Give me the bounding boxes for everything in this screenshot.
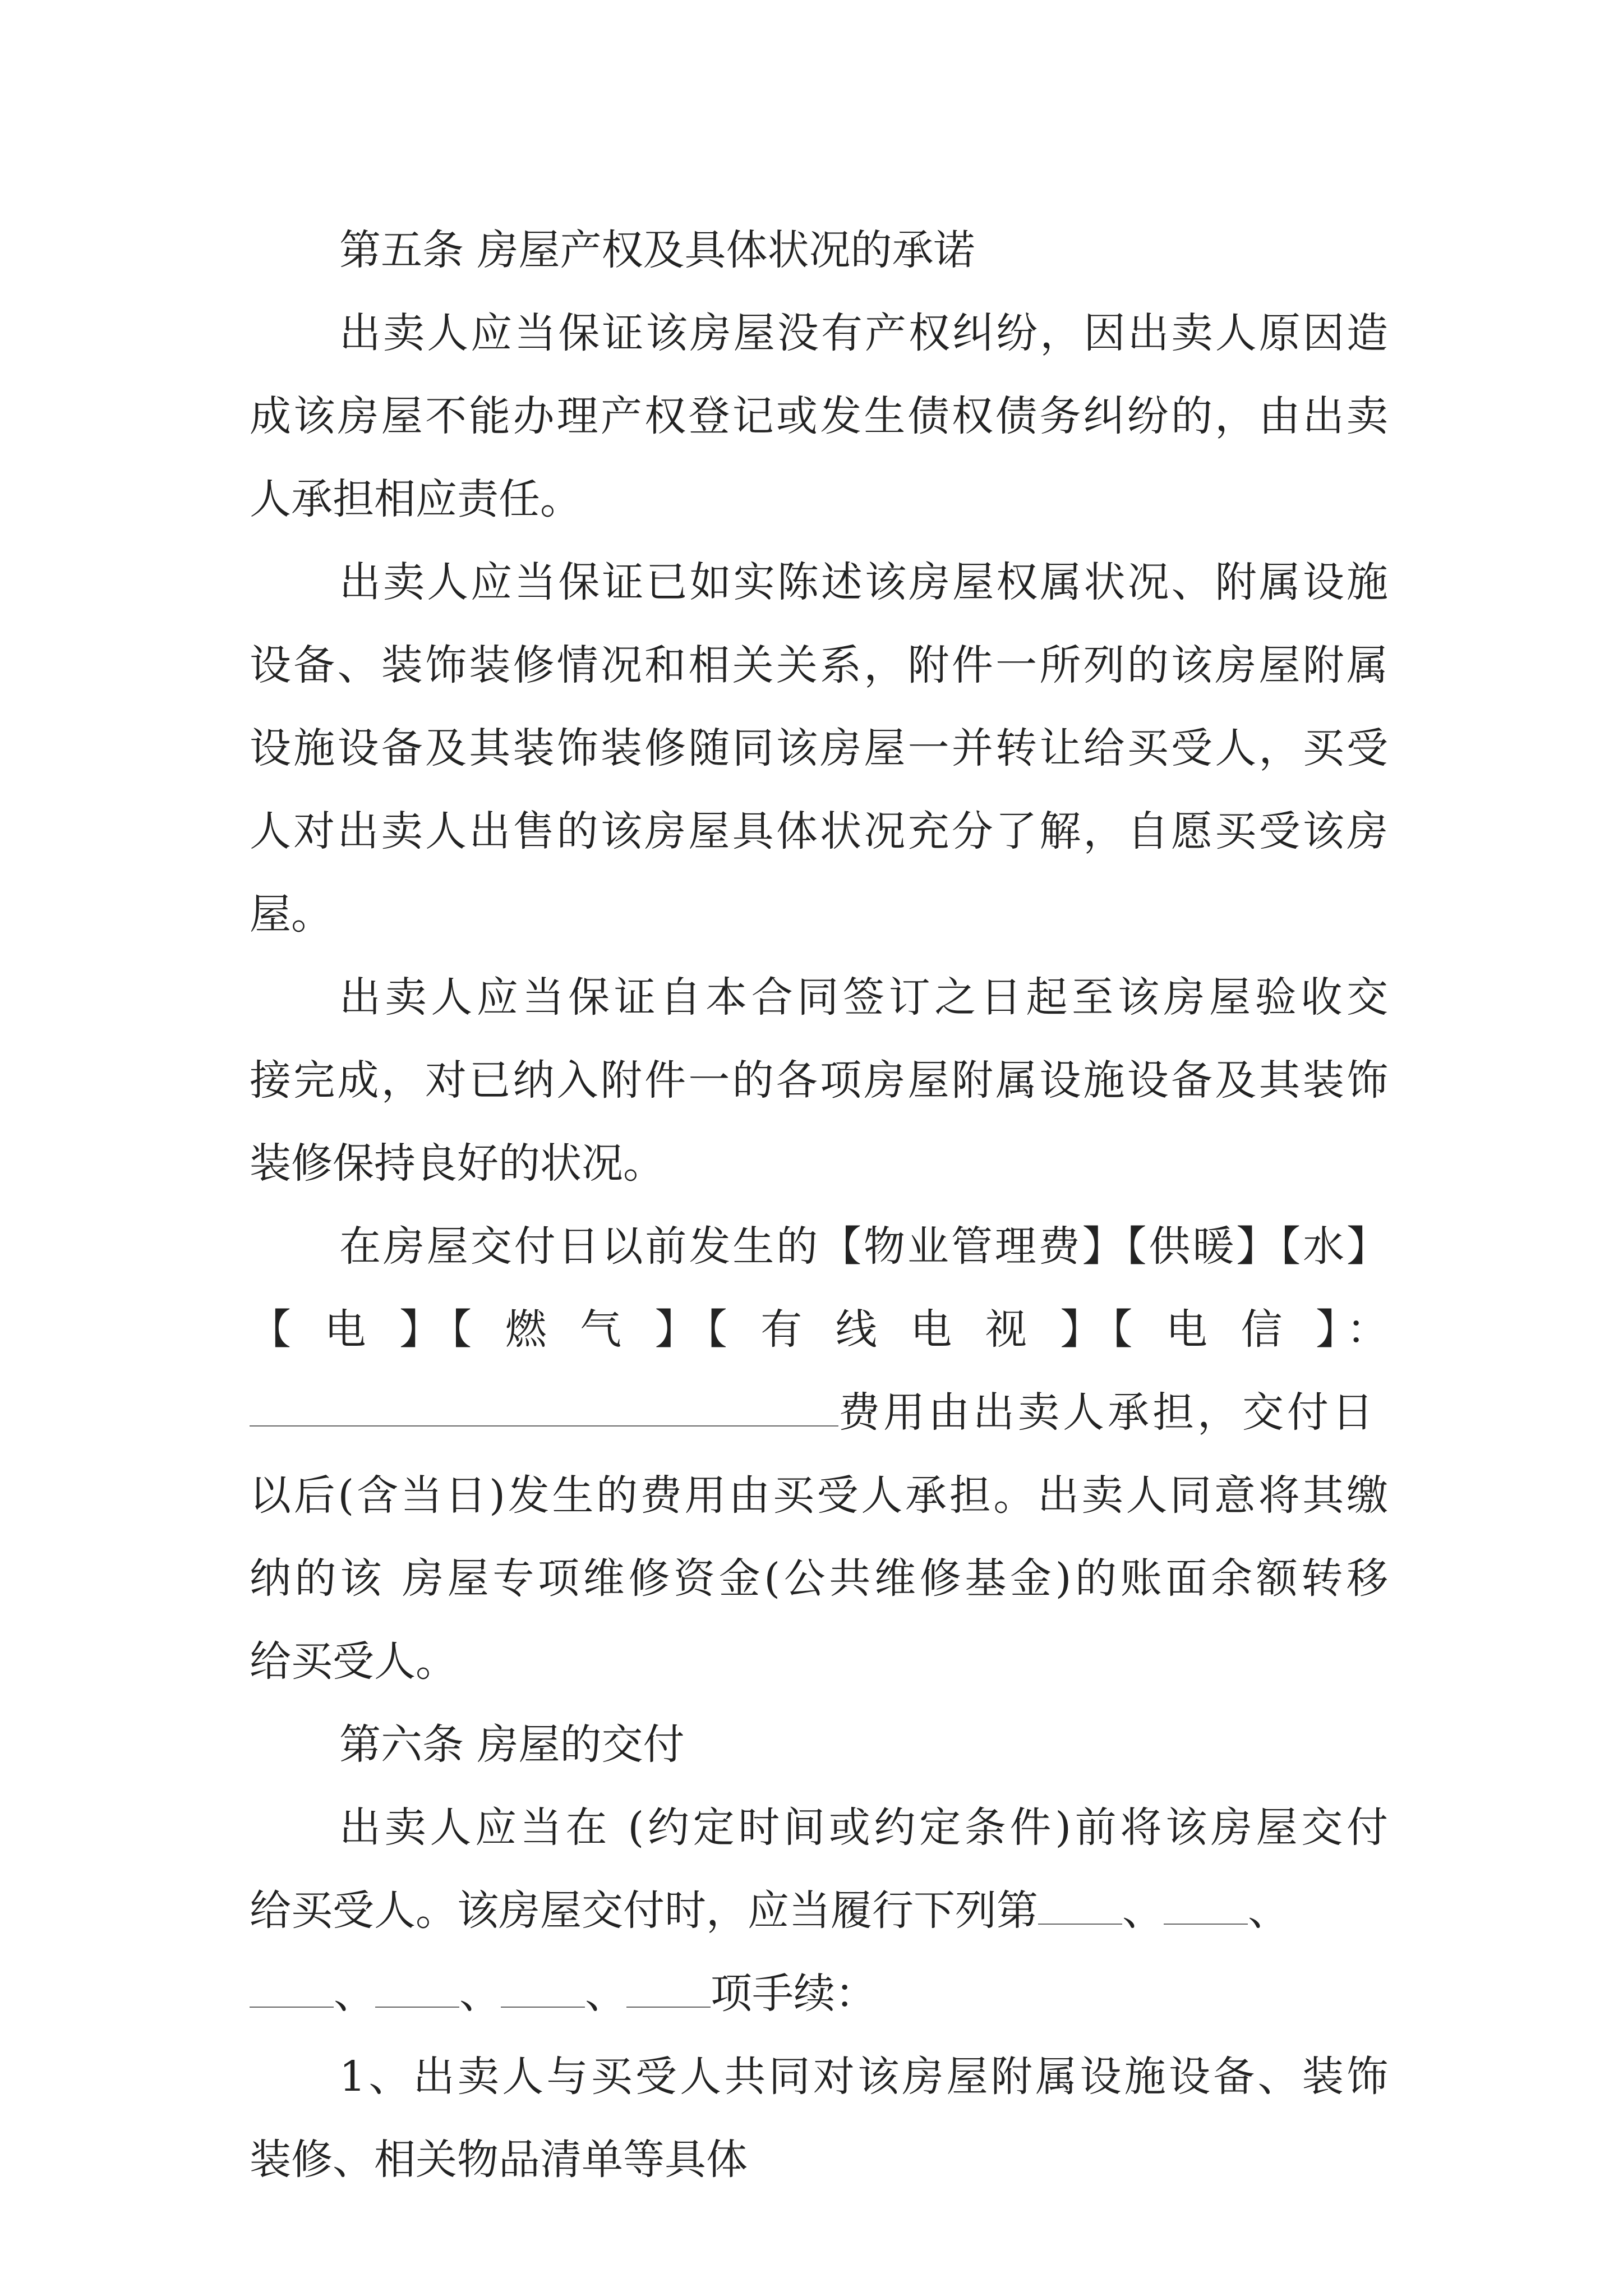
procedure-end-text: 项手续： — [711, 1970, 877, 2018]
article-6-item1-line2: 装修、相关物品清单等具体 — [250, 2136, 748, 2184]
procedure-blank-4[interactable] — [375, 1973, 459, 2008]
article-5-p4-line6: 给买受人。 — [250, 1637, 457, 1686]
article-5-p3-line2: 接完成，对已纳入附件一的各项房屋附属设施设备及其装饰 — [250, 1056, 1388, 1105]
article-6-p1-line2 — [250, 1869, 1388, 1952]
procedure-blank-2[interactable] — [1164, 1890, 1248, 1925]
article-6-p1-line1: 出卖人应当在 (约定时间或约定条件)前将该房屋交付 — [339, 1803, 1388, 1852]
separator: 、 — [334, 1970, 375, 2018]
separator: 、 — [585, 1970, 626, 2018]
procedure-blank-5[interactable] — [501, 1973, 585, 2008]
fee-items-blank[interactable] — [250, 1392, 838, 1427]
separator: 、 — [1122, 1887, 1164, 1935]
article-5-p3-line1: 出卖人应当保证自本合同签订之日起至该房屋验收交 — [339, 973, 1388, 1022]
article-5-p2-line3: 设施设备及其装饰装修随同该房屋一并转让给买受人，买受 — [250, 724, 1388, 772]
procedure-blank-3[interactable] — [250, 1973, 334, 2008]
document-body — [250, 209, 1388, 2201]
article-5-p1-line2: 成该房屋不能办理产权登记或发生债权债务纠纷的，由出卖 — [250, 392, 1388, 440]
article-5-heading: 第五条 房屋产权及具体状况的承诺 — [339, 226, 975, 274]
procedure-blank-1[interactable] — [1038, 1890, 1122, 1925]
article-5-p2-line1: 出卖人应当保证已如实陈述该房屋权属状况、附属设施 — [339, 558, 1388, 606]
procedure-blank-6[interactable] — [626, 1973, 711, 2008]
procedure-intro-text: 给买受人。该房屋交付时，应当履行下列第 — [250, 1887, 1038, 1935]
article-5-p1-line1: 出卖人应当保证该房屋没有产权纠纷，因出卖人原因造 — [339, 309, 1388, 357]
article-6-heading: 第六条 房屋的交付 — [339, 1720, 685, 1769]
article-5-p2-line5: 屋。 — [250, 890, 333, 938]
article-5-p1-line3: 人承担相应责任。 — [250, 475, 582, 523]
article-6-p1-line3 — [250, 1952, 1388, 2035]
fee-clause-text: 费用由出卖人承担，交付日 — [838, 1388, 1377, 1437]
article-5-p4-line2: 【 电 】【 燃 气 】【 有 线 电 视 】【 电 信 】： — [250, 1305, 1388, 1354]
article-5-p4-line5: 纳的该 房屋专项维修资金(公共维修基金)的账面余额转移 — [250, 1554, 1388, 1603]
article-5-p3-line3: 装修保持良好的状况。 — [250, 1139, 665, 1188]
article-5-p4-line1: 在房屋交付日以前发生的【物业管理费】【供暖】【水】 — [339, 1222, 1388, 1271]
separator: 、 — [459, 1970, 501, 2018]
separator: 、 — [1248, 1887, 1289, 1935]
article-5-p2-line2: 设备、装饰装修情况和相关关系，附件一所列的该房屋附属 — [250, 641, 1388, 689]
article-5-p2-line4: 人对出卖人出售的该房屋具体状况充分了解，自愿买受该房 — [250, 807, 1388, 855]
article-6-item1-line1: 1、出卖人与买受人共同对该房屋附属设施设备、装饰 — [339, 2053, 1388, 2101]
article-5-p4-line3 — [250, 1371, 1388, 1454]
article-5-p4-line4: 以后(含当日)发生的费用由买受人承担。出卖人同意将其缴 — [250, 1471, 1388, 1520]
